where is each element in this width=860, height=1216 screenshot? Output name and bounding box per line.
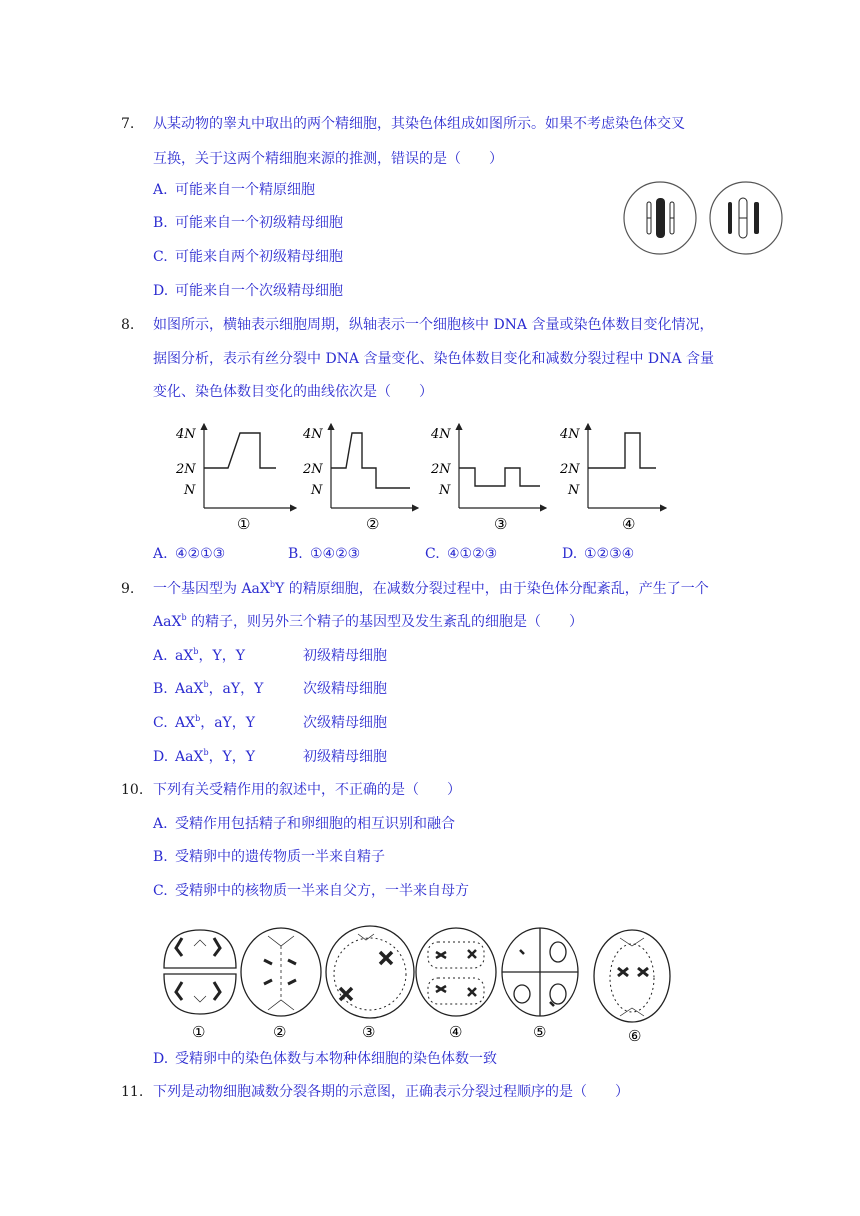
option-letter: C. (153, 883, 168, 899)
y-label-4n: 4N (176, 427, 196, 442)
q10-option-a[interactable] (153, 815, 455, 833)
cell-6 (594, 930, 670, 1022)
q9-option-b[interactable] (153, 680, 387, 698)
q9-number: 9. (121, 581, 135, 597)
q10-number: 10. (121, 782, 144, 798)
option-genotype: AaX$^b$，aY，Y (175, 680, 264, 697)
graph-name: ② (366, 515, 380, 533)
y-label-4n: 4N (303, 427, 323, 442)
y-label-n: N (311, 483, 323, 498)
q7-stem-line1: 从某动物的睾丸中取出的两个精细胞，其染色体组成如图所示。如果不考虑染色体交叉 (153, 116, 685, 132)
option-letter: C. (425, 546, 440, 562)
y-label-2n: 2N (303, 462, 323, 477)
y-label-2n: 2N (176, 462, 196, 477)
q7-option-a[interactable] (153, 181, 315, 199)
q8-graphs-figure (170, 416, 670, 536)
q9-line2-sup: b (181, 613, 187, 622)
option-letter: A. (153, 816, 168, 832)
q9-stem-line2 (153, 613, 583, 631)
option-letter: B. (153, 681, 168, 697)
option-text: 受精作用包括精子和卵细胞的相互识别和融合 (175, 816, 455, 832)
q7-option-c[interactable] (153, 248, 343, 266)
cell-name: ③ (362, 1023, 376, 1041)
option-cell: 次级精母细胞 (303, 715, 387, 731)
option-text: 受精卵中的核物质一半来自父方，一半来自母方 (175, 883, 469, 899)
option-cell: 初级精母细胞 (303, 648, 387, 664)
option-cell: 初级精母细胞 (303, 749, 387, 765)
cell-1 (164, 930, 236, 1014)
graph-4 (559, 424, 666, 533)
q10-option-b[interactable] (153, 848, 385, 866)
q10-option-d[interactable] (153, 1050, 497, 1068)
q11-meiosis-cells-figure (158, 924, 678, 1046)
option-text: ④②①③ (175, 546, 226, 562)
q8-option-c[interactable] (425, 545, 497, 563)
option-letter: B. (153, 849, 168, 865)
option-text: 可能来自一个初级精母细胞 (175, 215, 343, 231)
option-text: ①②③④ (584, 546, 635, 562)
option-letter: D. (153, 749, 169, 765)
option-text: 可能来自两个初级精母细胞 (175, 249, 343, 265)
q8-option-b[interactable] (288, 545, 360, 563)
option-cell: 次级精母细胞 (303, 681, 387, 697)
option-letter: A. (153, 182, 168, 198)
q7-sperm-cells-figure (622, 180, 784, 256)
option-letter: A. (153, 546, 168, 562)
y-label-2n: 2N (560, 462, 580, 477)
q8-stem-line1: 如图所示，横轴表示细胞周期，纵轴表示一个细胞核中 DNA 含量或染色体数目变化情况， (153, 317, 714, 333)
y-label-n: N (439, 483, 451, 498)
cell-name: ⑥ (628, 1027, 642, 1045)
cell-name: ① (192, 1023, 206, 1041)
q9-option-c[interactable] (153, 714, 387, 732)
q7-stem-line2: 互换，关于这两个精细胞来源的推测，错误的是（ ） (153, 151, 503, 167)
q9-line2-tail: 的精子，则另外三个精子的基因型及发生紊乱的细胞是（ ） (186, 614, 584, 630)
option-genotype: $AX^b$，aY，Y (175, 714, 256, 731)
q9-line1-sup: b (269, 580, 275, 589)
q9-option-d[interactable] (153, 748, 387, 766)
option-letter: B. (288, 546, 303, 562)
q8-option-d[interactable] (562, 545, 634, 563)
q10-stem-line1: 下列有关受精作用的叙述中，不正确的是（ ） (153, 782, 461, 798)
y-label-4n: 4N (560, 427, 580, 442)
option-text: 可能来自一个次级精母细胞 (175, 283, 343, 299)
q9-option-a[interactable] (153, 647, 387, 665)
q8-number: 8. (121, 317, 135, 333)
option-letter: C. (153, 249, 168, 265)
graph-1 (175, 424, 296, 533)
cell-name: ④ (449, 1023, 463, 1041)
y-label-n: N (184, 483, 196, 498)
graph-3 (430, 424, 546, 533)
cell-4 (416, 928, 496, 1016)
cell-name: ② (273, 1023, 287, 1041)
q11-stem-line1: 下列是动物细胞减数分裂各期的示意图，正确表示分裂过程顺序的是（ ） (153, 1084, 629, 1100)
option-text: ④①②③ (447, 546, 498, 562)
option-text: 受精卵中的遗传物质一半来自精子 (175, 849, 385, 865)
y-label-n: N (568, 483, 580, 498)
cell-2 (241, 928, 321, 1016)
option-letter: D. (153, 1051, 169, 1067)
option-genotype: AaX$^b$，Y，Y (175, 748, 256, 765)
q9-line1-head: 一个基因型为 AaX (153, 581, 270, 597)
graph-2 (302, 424, 418, 533)
option-letter: A. (153, 648, 168, 664)
cell-name: ⑤ (533, 1023, 547, 1041)
q8-option-a[interactable] (153, 545, 225, 563)
q9-stem-line1 (153, 580, 709, 598)
option-letter: C. (153, 715, 168, 731)
option-text: ①④②③ (310, 546, 361, 562)
q8-stem-line3: 变化、染色体数目变化的曲线依次是（ ） (153, 384, 433, 400)
q9-line2-head: AaX (153, 614, 182, 630)
q7-option-d[interactable] (153, 282, 343, 300)
q10-option-c[interactable] (153, 882, 469, 900)
q8-stem-line2: 据图分析，表示有丝分裂中 DNA 含量变化、染色体数目变化和减数分裂过程中 DNA 含量 (153, 351, 714, 367)
option-letter: D. (562, 546, 578, 562)
y-label-2n: 2N (431, 462, 451, 477)
option-text: 受精卵中的染色体数与本物种体细胞的染色体数一致 (175, 1051, 497, 1067)
q9-line1-tail: Y 的精原细胞，在减数分裂过程中，由于染色体分配紊乱，产生了一个 (275, 581, 709, 597)
y-label-4n: 4N (431, 427, 451, 442)
cell-3 (326, 926, 414, 1018)
option-genotype: $aX^b$，Y，Y (175, 647, 245, 664)
q11-number: 11. (121, 1084, 144, 1100)
option-letter: D. (153, 283, 169, 299)
cell-5 (502, 928, 578, 1016)
option-text: 可能来自一个精原细胞 (175, 182, 315, 198)
option-letter: B. (153, 215, 168, 231)
q7-option-b[interactable] (153, 214, 343, 232)
graph-name: ④ (622, 515, 636, 533)
q7-number: 7. (121, 116, 135, 132)
graph-name: ① (237, 515, 251, 533)
graph-name: ③ (494, 515, 508, 533)
